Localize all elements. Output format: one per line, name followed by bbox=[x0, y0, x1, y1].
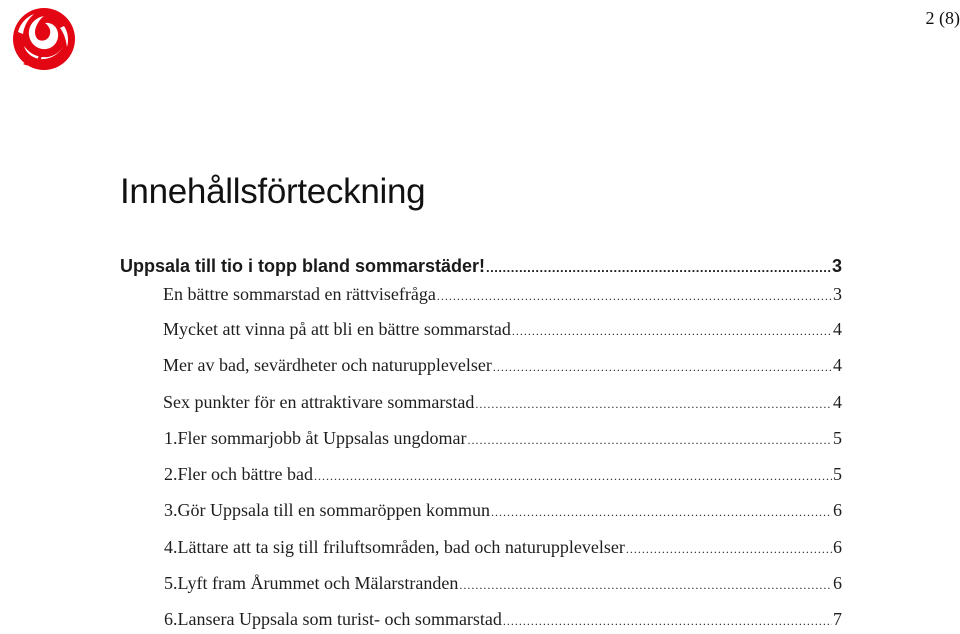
toc-entry-number: 4. bbox=[164, 537, 178, 557]
toc-entry-numbered[interactable] bbox=[120, 426, 842, 450]
red-rose-logo-icon bbox=[4, 2, 76, 76]
toc-entry-label: Mycket att vinna på att bli en bättre sommarstad bbox=[163, 319, 511, 339]
toc-entry-page: 6 bbox=[833, 537, 842, 557]
toc-entry-page: 3 bbox=[831, 256, 842, 276]
toc-entry-label: Lansera Uppsala som turist- och sommarstad bbox=[177, 609, 502, 629]
toc-title: Innehållsförteckning bbox=[120, 172, 426, 211]
toc-entry-numbered[interactable] bbox=[120, 571, 842, 595]
toc-entry[interactable] bbox=[120, 390, 842, 414]
dot-leader bbox=[626, 537, 832, 561]
toc-entry-label: Lyft fram Årummet och Mälarstranden bbox=[177, 573, 459, 593]
toc-entry[interactable] bbox=[120, 282, 842, 306]
toc-entry-number: 1. bbox=[164, 428, 178, 448]
dot-leader bbox=[459, 573, 832, 597]
toc-entry[interactable] bbox=[120, 353, 842, 377]
toc-entry[interactable] bbox=[120, 317, 842, 341]
toc-entry-label: En bättre sommarstad en rättvisefråga bbox=[163, 284, 436, 304]
toc-entry-number: 5. bbox=[164, 573, 178, 593]
toc-entry-page: 5 bbox=[833, 428, 842, 448]
toc-entry-number: 6. bbox=[164, 609, 178, 629]
toc-entry-label: Uppsala till tio i topp bland sommarstäder! bbox=[120, 256, 486, 276]
dot-leader bbox=[512, 319, 832, 343]
dot-leader bbox=[491, 500, 832, 524]
toc-entry-label: Fler sommarjobb åt Uppsalas ungdomar bbox=[177, 428, 467, 448]
toc-entry-page: 3 bbox=[833, 284, 842, 304]
toc-entry-numbered[interactable] bbox=[120, 607, 842, 631]
dot-leader bbox=[475, 392, 832, 416]
toc-entry-label: Lättare att ta sig till friluftsområden, bad och naturupplevelser bbox=[177, 537, 625, 557]
toc-entry-numbered[interactable] bbox=[120, 498, 842, 522]
dot-leader bbox=[314, 464, 832, 488]
toc-entry-numbered[interactable] bbox=[120, 535, 842, 559]
toc-entry-label: Mer av bad, sevärdheter och naturupplevelser bbox=[163, 355, 492, 375]
toc-entry-page: 7 bbox=[833, 609, 842, 629]
toc-entry-label: Sex punkter för en attraktivare sommarstad bbox=[163, 392, 475, 412]
toc-entry-number: 3. bbox=[164, 500, 178, 520]
toc-entry-main[interactable] bbox=[120, 254, 842, 278]
toc-entry-page: 6 bbox=[833, 500, 842, 520]
toc-entry-label: Gör Uppsala till en sommaröppen kommun bbox=[177, 500, 490, 520]
toc-entry-page: 4 bbox=[833, 319, 842, 339]
dot-leader bbox=[493, 355, 832, 379]
toc-entry-page: 4 bbox=[833, 392, 842, 412]
toc-entry-page: 4 bbox=[833, 355, 842, 375]
dot-leader bbox=[437, 284, 832, 308]
page-indicator: 2 (8) bbox=[925, 8, 960, 28]
toc-entry-number: 2. bbox=[164, 464, 178, 484]
toc-entry-page: 5 bbox=[833, 464, 842, 484]
toc-entry-label: Fler och bättre bad bbox=[177, 464, 313, 484]
dot-leader bbox=[467, 428, 832, 452]
dot-leader bbox=[486, 256, 831, 280]
toc-entry-numbered[interactable] bbox=[120, 462, 842, 486]
dot-leader bbox=[503, 609, 832, 633]
toc-entry-page: 6 bbox=[833, 573, 842, 593]
